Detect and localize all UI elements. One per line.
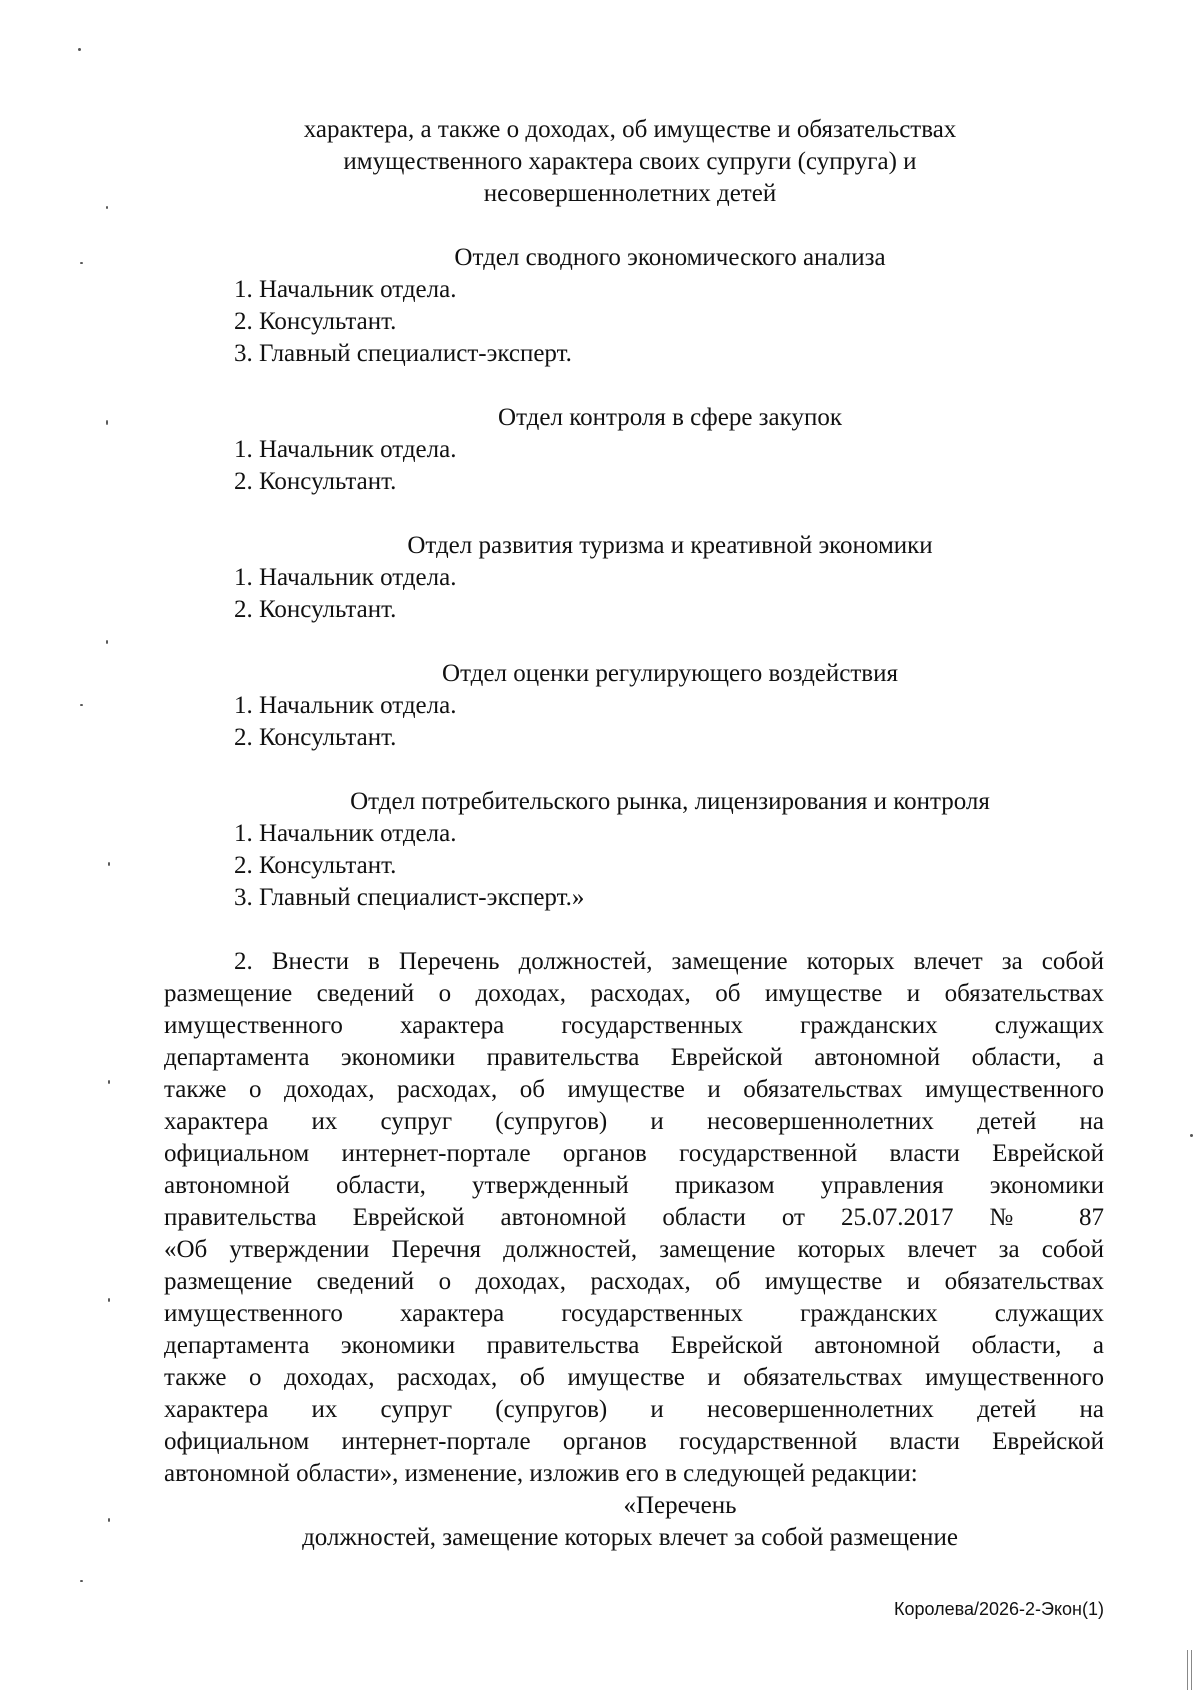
position-item: 2. Консультант.: [234, 468, 397, 495]
scan-edge-mark: [1187, 1650, 1192, 1690]
scan-speck: [106, 640, 108, 644]
position-item: 1. Начальник отдела.: [234, 820, 457, 847]
paragraph-line: также о доходах, расходах, об имуществе и обязательствах имущественного: [164, 1076, 1104, 1103]
intro-line: имущественного характера своих супруги (супруга) и: [343, 148, 917, 175]
list-subheading: должностей, замещение которых влечет за собой размещение: [302, 1524, 958, 1551]
paragraph-line: 2. Внести в Перечень должностей, замещение которых влечет за собой: [234, 948, 1104, 975]
document-code: Королева/2026-2-Экон(1): [893, 1599, 1104, 1619]
scan-speck: [80, 1580, 83, 1582]
department-title: Отдел потребительского рынка, лицензирования и контроля: [350, 788, 990, 815]
paragraph-line: характера их супруг (супругов) и несовершеннолетних детей на: [164, 1108, 1104, 1135]
position-item: 2. Консультант.: [234, 724, 397, 751]
position-item: 2. Консультант.: [234, 596, 397, 623]
intro-line: несовершеннолетних детей: [483, 180, 777, 207]
paragraph-line: размещение сведений о доходах, расходах, об имуществе и обязательствах: [164, 980, 1104, 1007]
paragraph-line: также о доходах, расходах, об имуществе и обязательствах имущественного: [164, 1364, 1104, 1391]
position-item: 2. Консультант.: [234, 852, 397, 879]
department-title: Отдел оценки регулирующего воздействия: [442, 660, 898, 687]
paragraph-line: имущественного характера государственных гражданских служащих: [164, 1012, 1104, 1039]
paragraph-line: департамента экономики правительства Еврейской автономной области, а: [164, 1332, 1104, 1359]
paragraph-line: имущественного характера государственных гражданских служащих: [164, 1300, 1104, 1327]
scan-speck: [106, 420, 108, 425]
paragraph-line: автономной области, утвержденный приказом управления экономики: [164, 1172, 1104, 1199]
scan-speck: [1190, 1134, 1193, 1137]
scan-speck: [108, 1518, 110, 1522]
paragraph-line: «Об утверждении Перечня должностей, замещение которых влечет за собой: [164, 1236, 1104, 1263]
paragraph-line: характера их супруг (супругов) и несовершеннолетних детей на: [164, 1396, 1104, 1423]
paragraph-line: правительства Еврейской автономной области от 25.07.2017 № 87: [164, 1204, 1104, 1231]
position-item: 1. Начальник отдела.: [234, 276, 457, 303]
department-title: Отдел развития туризма и креативной экономики: [407, 532, 933, 559]
paragraph-line: автономной области», изменение, изложив его в следующей редакции:: [164, 1460, 918, 1487]
scan-speck: [80, 704, 83, 706]
list-heading: «Перечень: [623, 1492, 737, 1519]
scan-speck: [80, 262, 83, 264]
position-item: 1. Начальник отдела.: [234, 692, 457, 719]
position-item: 1. Начальник отдела.: [234, 564, 457, 591]
paragraph-line: официальном интернет-портале органов государственной власти Еврейской: [164, 1140, 1104, 1167]
position-item: 1. Начальник отдела.: [234, 436, 457, 463]
scan-speck: [108, 1080, 110, 1084]
scan-speck: [78, 48, 81, 51]
paragraph-line: департамента экономики правительства Еврейской автономной области, а: [164, 1044, 1104, 1071]
position-item: 2. Консультант.: [234, 308, 397, 335]
position-item: 3. Главный специалист-эксперт.: [234, 340, 572, 367]
scan-speck: [106, 206, 108, 209]
scan-speck: [108, 862, 110, 866]
department-title: Отдел контроля в сфере закупок: [498, 404, 842, 431]
position-item: 3. Главный специалист-эксперт.»: [234, 884, 585, 911]
paragraph-line: официальном интернет-портале органов государственной власти Еврейской: [164, 1428, 1104, 1455]
scan-speck: [108, 1298, 110, 1302]
department-title: Отдел сводного экономического анализа: [454, 244, 886, 271]
paragraph-line: размещение сведений о доходах, расходах, об имуществе и обязательствах: [164, 1268, 1104, 1295]
intro-line: характера, а также о доходах, об имуществе и обязательствах: [303, 116, 957, 143]
